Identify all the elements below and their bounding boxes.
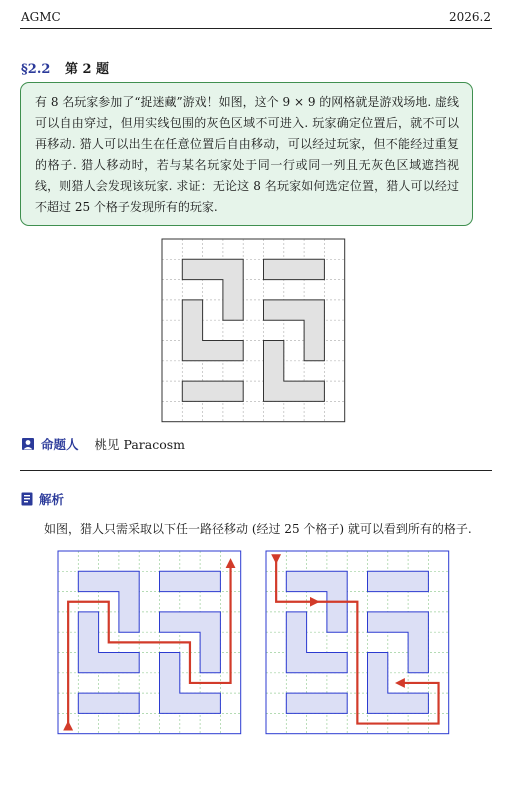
book-icon (21, 492, 33, 506)
problem-grid (159, 236, 348, 425)
solution-label: 解析 (39, 492, 65, 507)
solution-grid-left (55, 548, 244, 737)
obstacle-region (160, 571, 221, 591)
obstacle-region (78, 693, 139, 713)
problem-box (20, 82, 473, 226)
solution-grid-right (263, 548, 452, 737)
obstacle-region (286, 693, 347, 713)
header-rule (20, 28, 492, 29)
section-title: 第 2 题 (64, 62, 110, 77)
solution-text: 如图，猎人只需采取以下任一路径移动 (经过 25 个格子) 就可以看到所有的格子. (44, 522, 472, 536)
person-icon (21, 437, 35, 451)
author-label: 命题人 (41, 437, 79, 452)
author-line (21, 435, 185, 453)
section-divider (20, 470, 492, 471)
section-number: §2.2 (21, 62, 51, 77)
header-left: AGMC (21, 10, 61, 24)
obstacle-region (182, 381, 243, 401)
author-name: 桃见 Paracosm (94, 437, 186, 452)
section-heading (21, 58, 109, 77)
obstacle-region (368, 571, 429, 591)
obstacle-region (264, 259, 325, 279)
header-right: 2026.2 (449, 10, 491, 24)
problem-text: 有 8 名玩家参加了“捉迷藏”游戏！如图，这个 9 × 9 的网格就是游戏场地. 虚线可以自由穿过，但用实线包围的灰色区域不可进入. 玩家确定位置后，就不可以再移动. 猎人可以出生在任意位置后自由移动，可以经过玩家，但不能经过重复的格子. 猎人移动时，若与某名玩家处于同一行或同一列且无灰色区域遮挡视线，则猎人会发现该玩家. 求证：无论这 8 名玩家如何选定位置，猎人可以经过不超过 25 个格子发现所有的玩家. (35, 95, 459, 214)
solution-heading (21, 490, 64, 508)
